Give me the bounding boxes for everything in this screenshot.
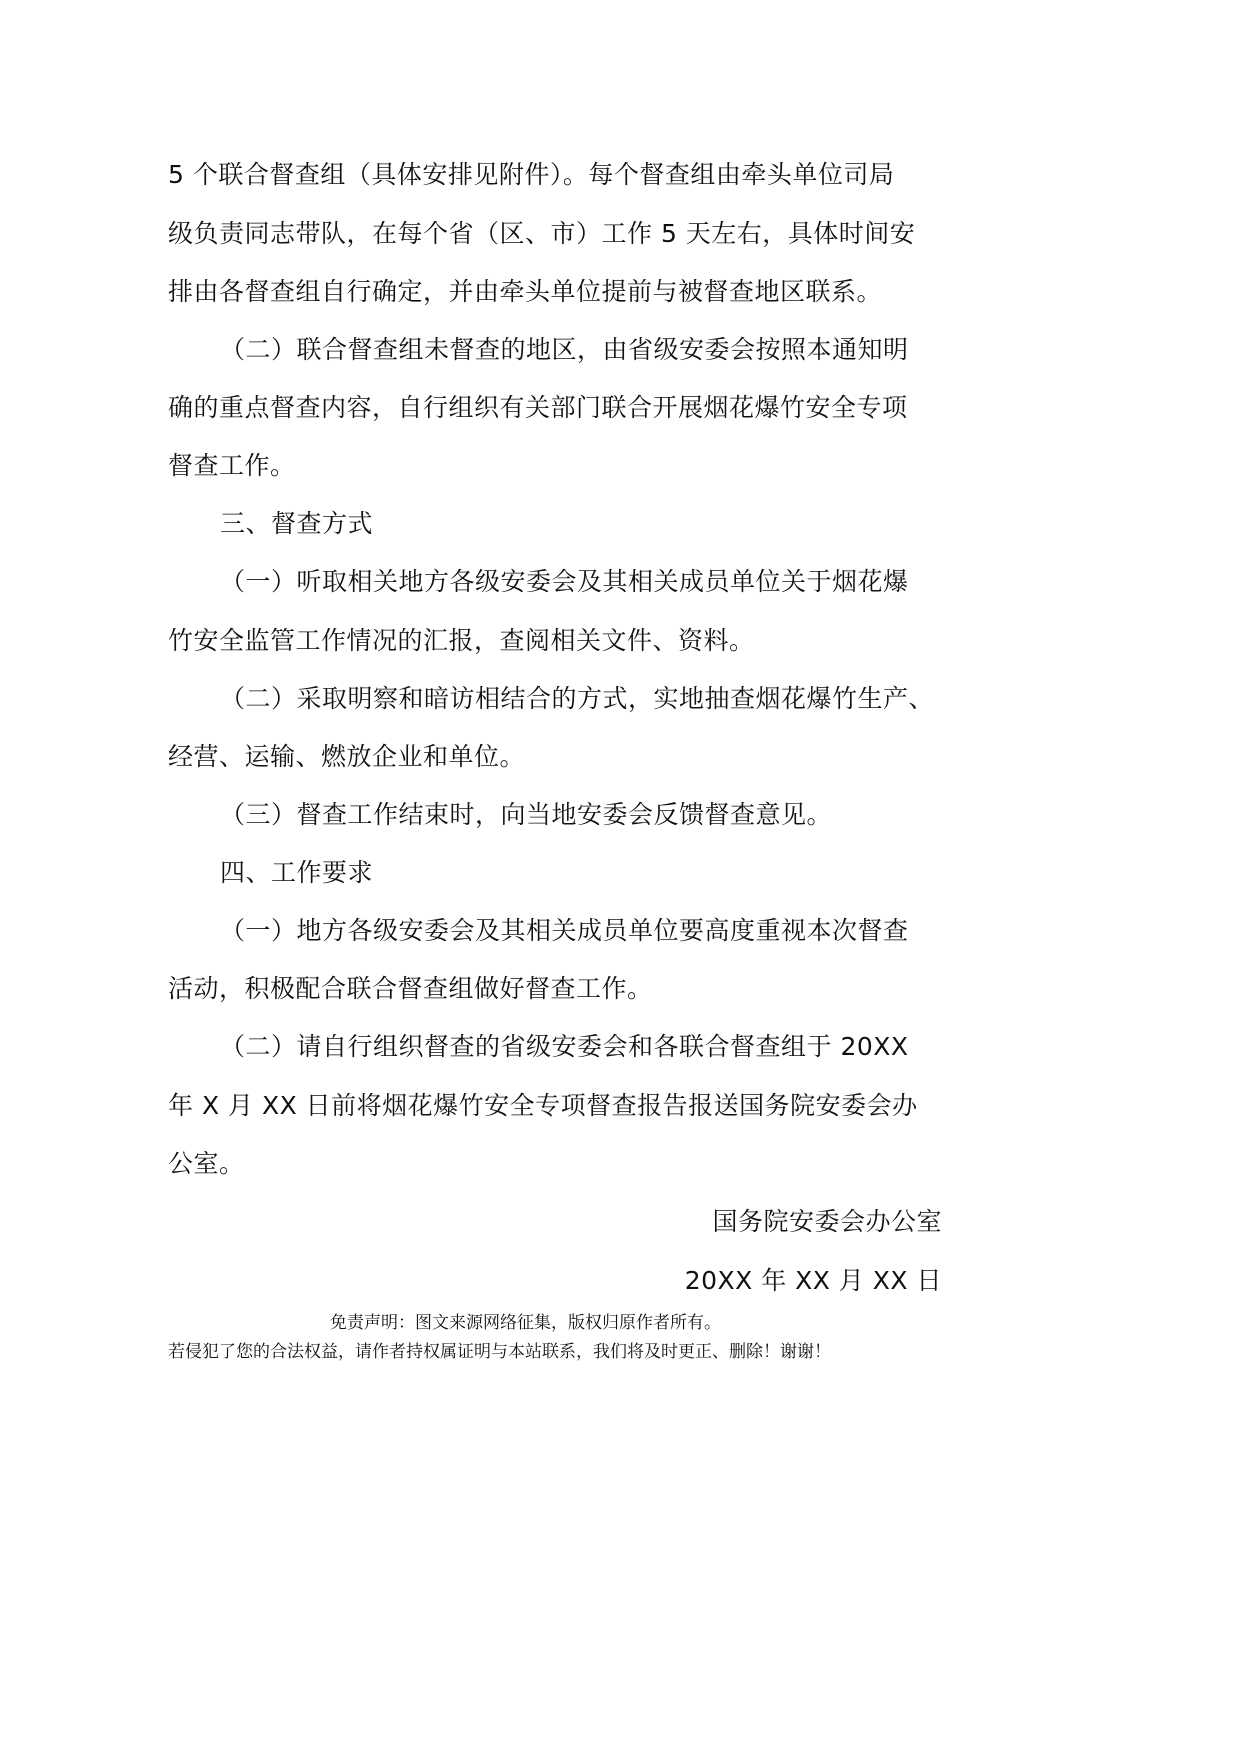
disclaimer-line-1: 免责声明：图文来源网络征集，版权归原作者所有。 — [330, 1313, 721, 1333]
body-line: 级负责同志带队，在每个省（区、市）工作 5 天左右，具体时间安 — [168, 219, 916, 248]
body-line: 活动，积极配合联合督查组做好督查工作。 — [168, 974, 653, 1003]
body-line: 公室。 — [168, 1149, 245, 1178]
signature-org: 国务院安委会办公室 — [712, 1207, 942, 1236]
signature-date: 20XX 年 XX 月 XX 日 — [684, 1266, 942, 1295]
body-line: 排由各督查组自行确定，并由牵头单位提前与被督查地区联系。 — [168, 277, 883, 306]
disclaimer-line-2: 若侵犯了您的合法权益，请作者持权属证明与本站联系，我们将及时更正、删除！谢谢！ — [168, 1342, 831, 1362]
body-line: 确的重点督查内容，自行组织有关部门联合开展烟花爆竹安全专项 — [168, 393, 908, 422]
body-line: （三）督查工作结束时，向当地安委会反馈督查意见。 — [220, 800, 833, 829]
body-line: （二）请自行组织督查的省级安委会和各联合督查组于 20XX — [220, 1032, 909, 1061]
body-line: 经营、运输、燃放企业和单位。 — [168, 742, 526, 771]
body-line: （二）采取明察和暗访相结合的方式，实地抽查烟花爆竹生产、 — [220, 684, 935, 713]
body-line: 督查工作。 — [168, 451, 296, 480]
body-line: （一）地方各级安委会及其相关成员单位要高度重视本次督查 — [220, 916, 909, 945]
section-heading: 三、督查方式 — [220, 509, 374, 538]
body-line: （二）联合督查组未督查的地区，由省级安委会按照本通知明 — [220, 335, 909, 364]
section-heading: 四、工作要求 — [220, 858, 374, 887]
body-line: 年 X 月 XX 日前将烟花爆竹安全专项督查报告报送国务院安委会办 — [168, 1091, 918, 1120]
body-line: 竹安全监管工作情况的汇报，查阅相关文件、资料。 — [168, 626, 755, 655]
body-line: 5 个联合督查组（具体安排见附件）。每个督查组由牵头单位司局 — [168, 160, 895, 189]
body-line: （一）听取相关地方各级安委会及其相关成员单位关于烟花爆 — [220, 567, 909, 596]
